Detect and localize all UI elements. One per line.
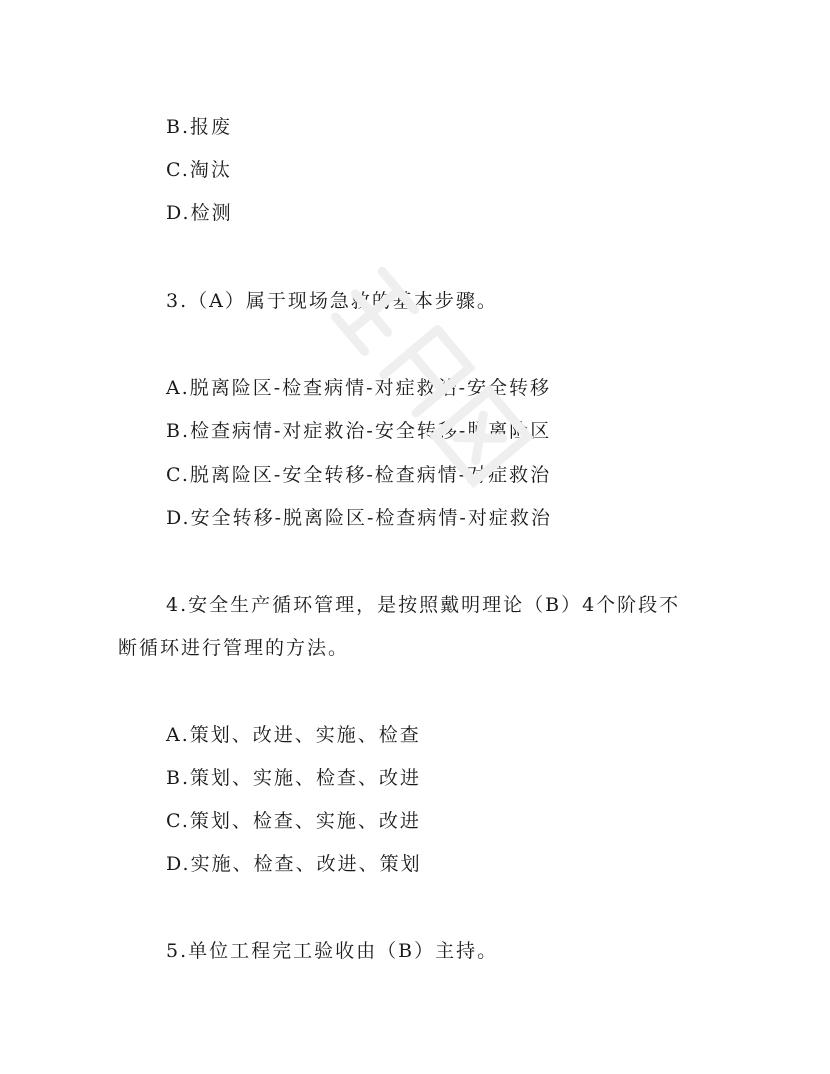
- q4-stem-line1: 4.安全生产循环管理，是按照戴明理论（B）4个阶段不: [166, 594, 681, 616]
- q3-stem: 3.（A）属于现场急救的基本步骤。: [166, 290, 498, 312]
- q4-option-a: A.策划、改进、实施、检查: [166, 724, 421, 746]
- q3-option-b: B.检查病情-对症救治-安全转移-脱离险区: [166, 420, 552, 442]
- q2-option-b: B.报废: [166, 116, 233, 138]
- q4-option-b: B.策划、实施、检查、改进: [166, 767, 422, 789]
- q2-option-d: D.检测: [166, 202, 233, 224]
- q4-option-c: C.策划、检查、实施、改进: [166, 810, 421, 832]
- q3-option-a: A.脱离险区-检查病情-对症救治-安全转移: [166, 377, 552, 399]
- q3-option-c: C.脱离险区-安全转移-检查病情-对症救治: [166, 464, 552, 486]
- q5-stem: 5.单位工程完工验收由（B）主持。: [166, 940, 499, 962]
- q4-option-d: D.实施、检查、改进、策划: [166, 853, 422, 875]
- q4-stem-line2: 断循环进行管理的方法。: [118, 637, 350, 659]
- q2-option-c: C.淘汰: [166, 159, 232, 181]
- q3-option-d: D.安全转移-脱离险区-检查病情-对症救治: [166, 507, 552, 529]
